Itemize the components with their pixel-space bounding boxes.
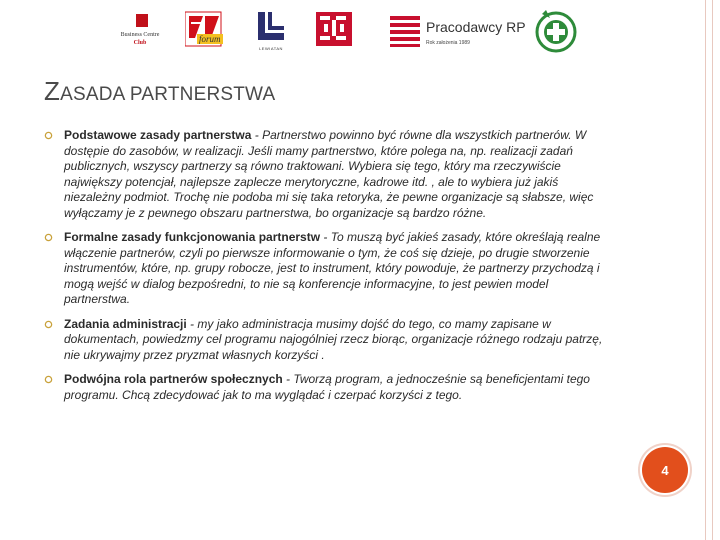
bullet-text: - Tworzą program, a jednocześnie są beneficjentami tego programu. Chcą zdecydować jak to ma wyglądać i czerpać korzyści z tego. xyxy=(64,372,590,402)
pracodawcy-stripes-icon xyxy=(388,14,422,48)
bullet-lead: Podwójna rola partnerów społecznych xyxy=(64,372,283,386)
forum-word: forum xyxy=(199,34,221,44)
green-seal-icon xyxy=(534,8,578,54)
bcc-line1: Business Centre xyxy=(120,32,160,38)
lewiatan-logo xyxy=(252,8,292,56)
bullet-lead: Formalne zasady funkcjonowania partnerstw xyxy=(64,230,321,244)
pracodawcy-rp-logo xyxy=(388,8,538,56)
slide-title xyxy=(44,76,275,107)
bullet-text: - my jako administracja musimy dojść do tego, co mamy zapisane w dokumentach, powiedzmy cel programu najogólniej rzecz biorąc, organizacje różnego rodzaju patrzę, nie ukrywajmy przez pryzmat własnych korzyści . xyxy=(64,316,603,362)
bcc-red-square xyxy=(136,14,148,27)
bullet-item xyxy=(42,317,617,364)
title-rest: ASADA PARTNERSTWA xyxy=(60,84,276,105)
forum-logo xyxy=(185,8,225,56)
bullet-item xyxy=(42,372,617,403)
bullet-text: - Partnerstwo powinno być równe dla wszystkich partnerów. W dostępie do zasobów, w realizacji. Jeśli mamy partnerstwo, które polega na, np. realizacji zadań publicznych, wszyscy partnerzy są równo traktowani. Wybiera się tego, który ma rzeczywiście największy potencjał, najlepsze zaplecze merytoryczne, kadrowe itd. , ale to wybiera już jakiś niezależny podmiot. Trochę nie podoba mi się taka retoryka, że pewne organizacje są słabsze, więc wyłączamy je z pewnego obszaru partnerstwa, bo organizacje są bardzo różne. xyxy=(64,128,594,220)
bullet-marker-icon xyxy=(44,131,53,140)
bullet-list xyxy=(42,128,617,412)
business-centre-club-logo xyxy=(106,8,174,56)
pracodawcy-name: Pracodawcy RP xyxy=(426,19,526,35)
lewiatan-l-icon xyxy=(252,8,292,44)
bullet-marker-icon xyxy=(44,320,53,329)
green-seal-logo xyxy=(534,8,578,56)
border-line xyxy=(712,0,713,540)
page-number-badge xyxy=(642,447,688,493)
red-pattern-logo xyxy=(314,8,354,56)
lewiatan-caption: LEWIATAN xyxy=(259,46,283,51)
bullet-lead: Zadania administracji xyxy=(64,316,187,331)
bullet-item xyxy=(42,230,617,308)
bullet-lead: Podstawowe zasady partnerstwa xyxy=(64,128,252,142)
bullet-marker-icon xyxy=(44,375,53,384)
bullet-text: - To muszą być jakieś zasady, które określają realne włączenie partnerów, czyli po pierwsze informowanie o tym, że coś się dzieje, po drugie stworzenie instrumentów, które, np. grupy robocze, jest to instrument, który powoduje, że partnerzy przychodzą i mogą wejść w dialog bezpośredni, to nie są konferencje informacyjne, to jest pewien model partnerstwa. xyxy=(64,230,601,306)
page-number: 4 xyxy=(661,462,669,478)
bullet-marker-icon xyxy=(44,233,53,242)
logo-strip xyxy=(100,8,600,56)
pracodawcy-sub: Rok założenia 1989 xyxy=(426,40,470,46)
bcc-line2: Club xyxy=(133,40,147,46)
bullet-item xyxy=(42,128,617,221)
red-grid-icon xyxy=(314,8,354,48)
border-line xyxy=(705,0,706,540)
title-first-letter: Z xyxy=(44,76,61,106)
